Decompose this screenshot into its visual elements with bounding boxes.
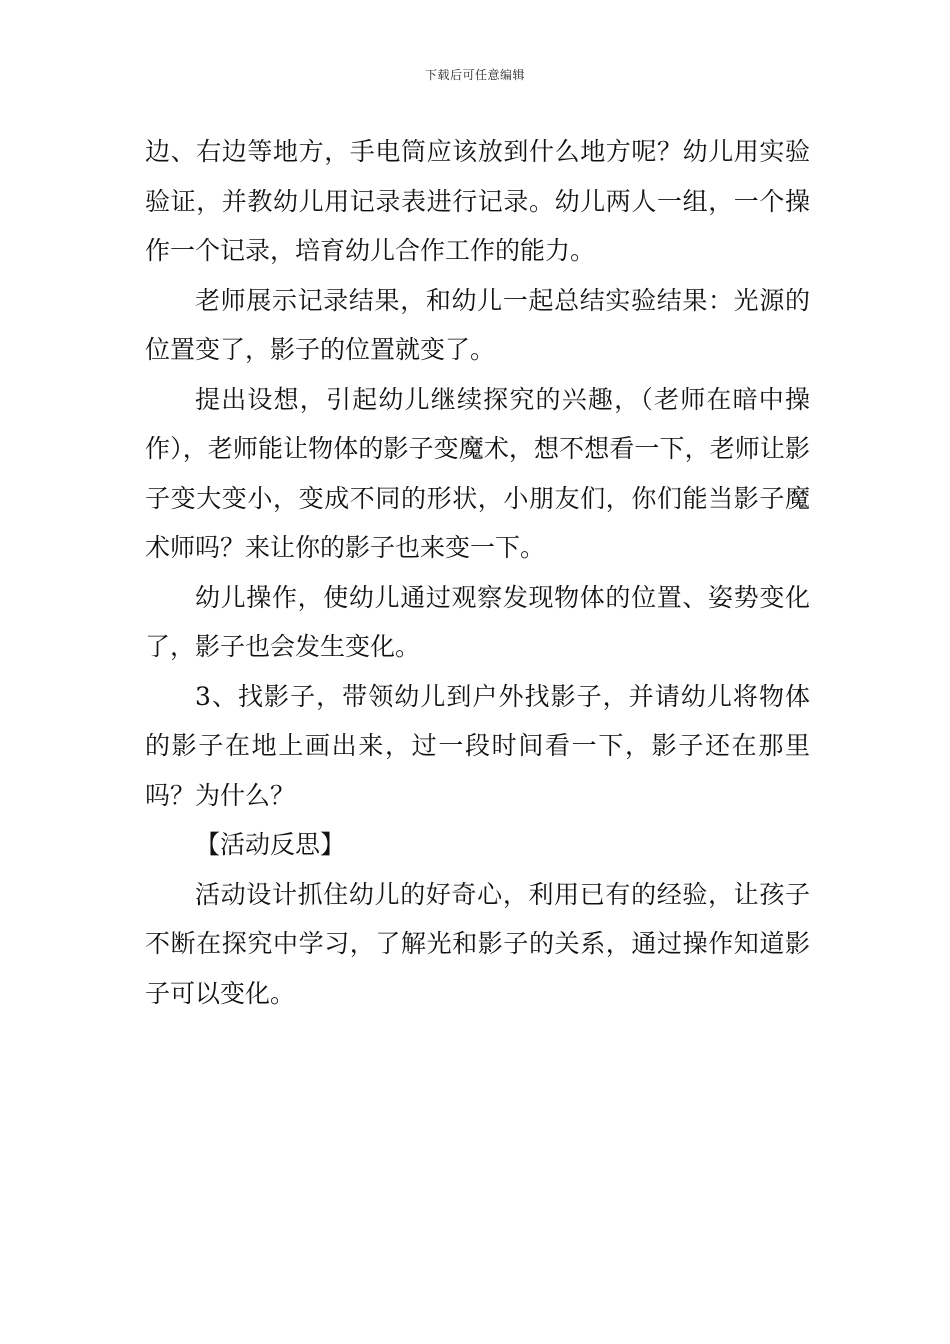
paragraph-operation: 幼儿操作，使幼儿通过观察发现物体的位置、姿势变化了，影子也会发生变化。 [145, 582, 810, 661]
document-body [145, 127, 810, 1018]
section-heading-reflection: 【活动反思】 [195, 830, 346, 859]
paragraph-continuation: 边、右边等地方，手电筒应该放到什么地方呢？幼儿用实验验证，并教幼儿用记录表进行记录。幼儿两人一组，一个操作一个记录，培育幼儿合作工作的能力。 [145, 137, 810, 265]
paragraph-summary: 老师展示记录结果，和幼儿一起总结实验结果：光源的位置变了，影子的位置就变了。 [145, 285, 810, 364]
paragraph-reflection: 活动设计抓住幼儿的好奇心，利用已有的经验，让孩子不断在探究中学习，了解光和影子的关系，通过操作知道影子可以变化。 [145, 879, 810, 1008]
header-note: 下载后可任意编辑 [424, 68, 525, 82]
paragraph-hypothesis: 提出设想，引起幼儿继续探究的兴趣，（老师在暗中操作），老师能让物体的影子变魔术，想不想看一下，老师让影子变大变小，变成不同的形状，小朋友们，你们能当影子魔术师吗？来让你的影子也来变一下。 [145, 384, 810, 562]
paragraph-find-shadow: 3、找影子，带领幼儿到户外找影子，并请幼儿将物体的影子在地上画出来，过一段时间看一下，影子还在那里吗？为什么？ [145, 681, 810, 810]
